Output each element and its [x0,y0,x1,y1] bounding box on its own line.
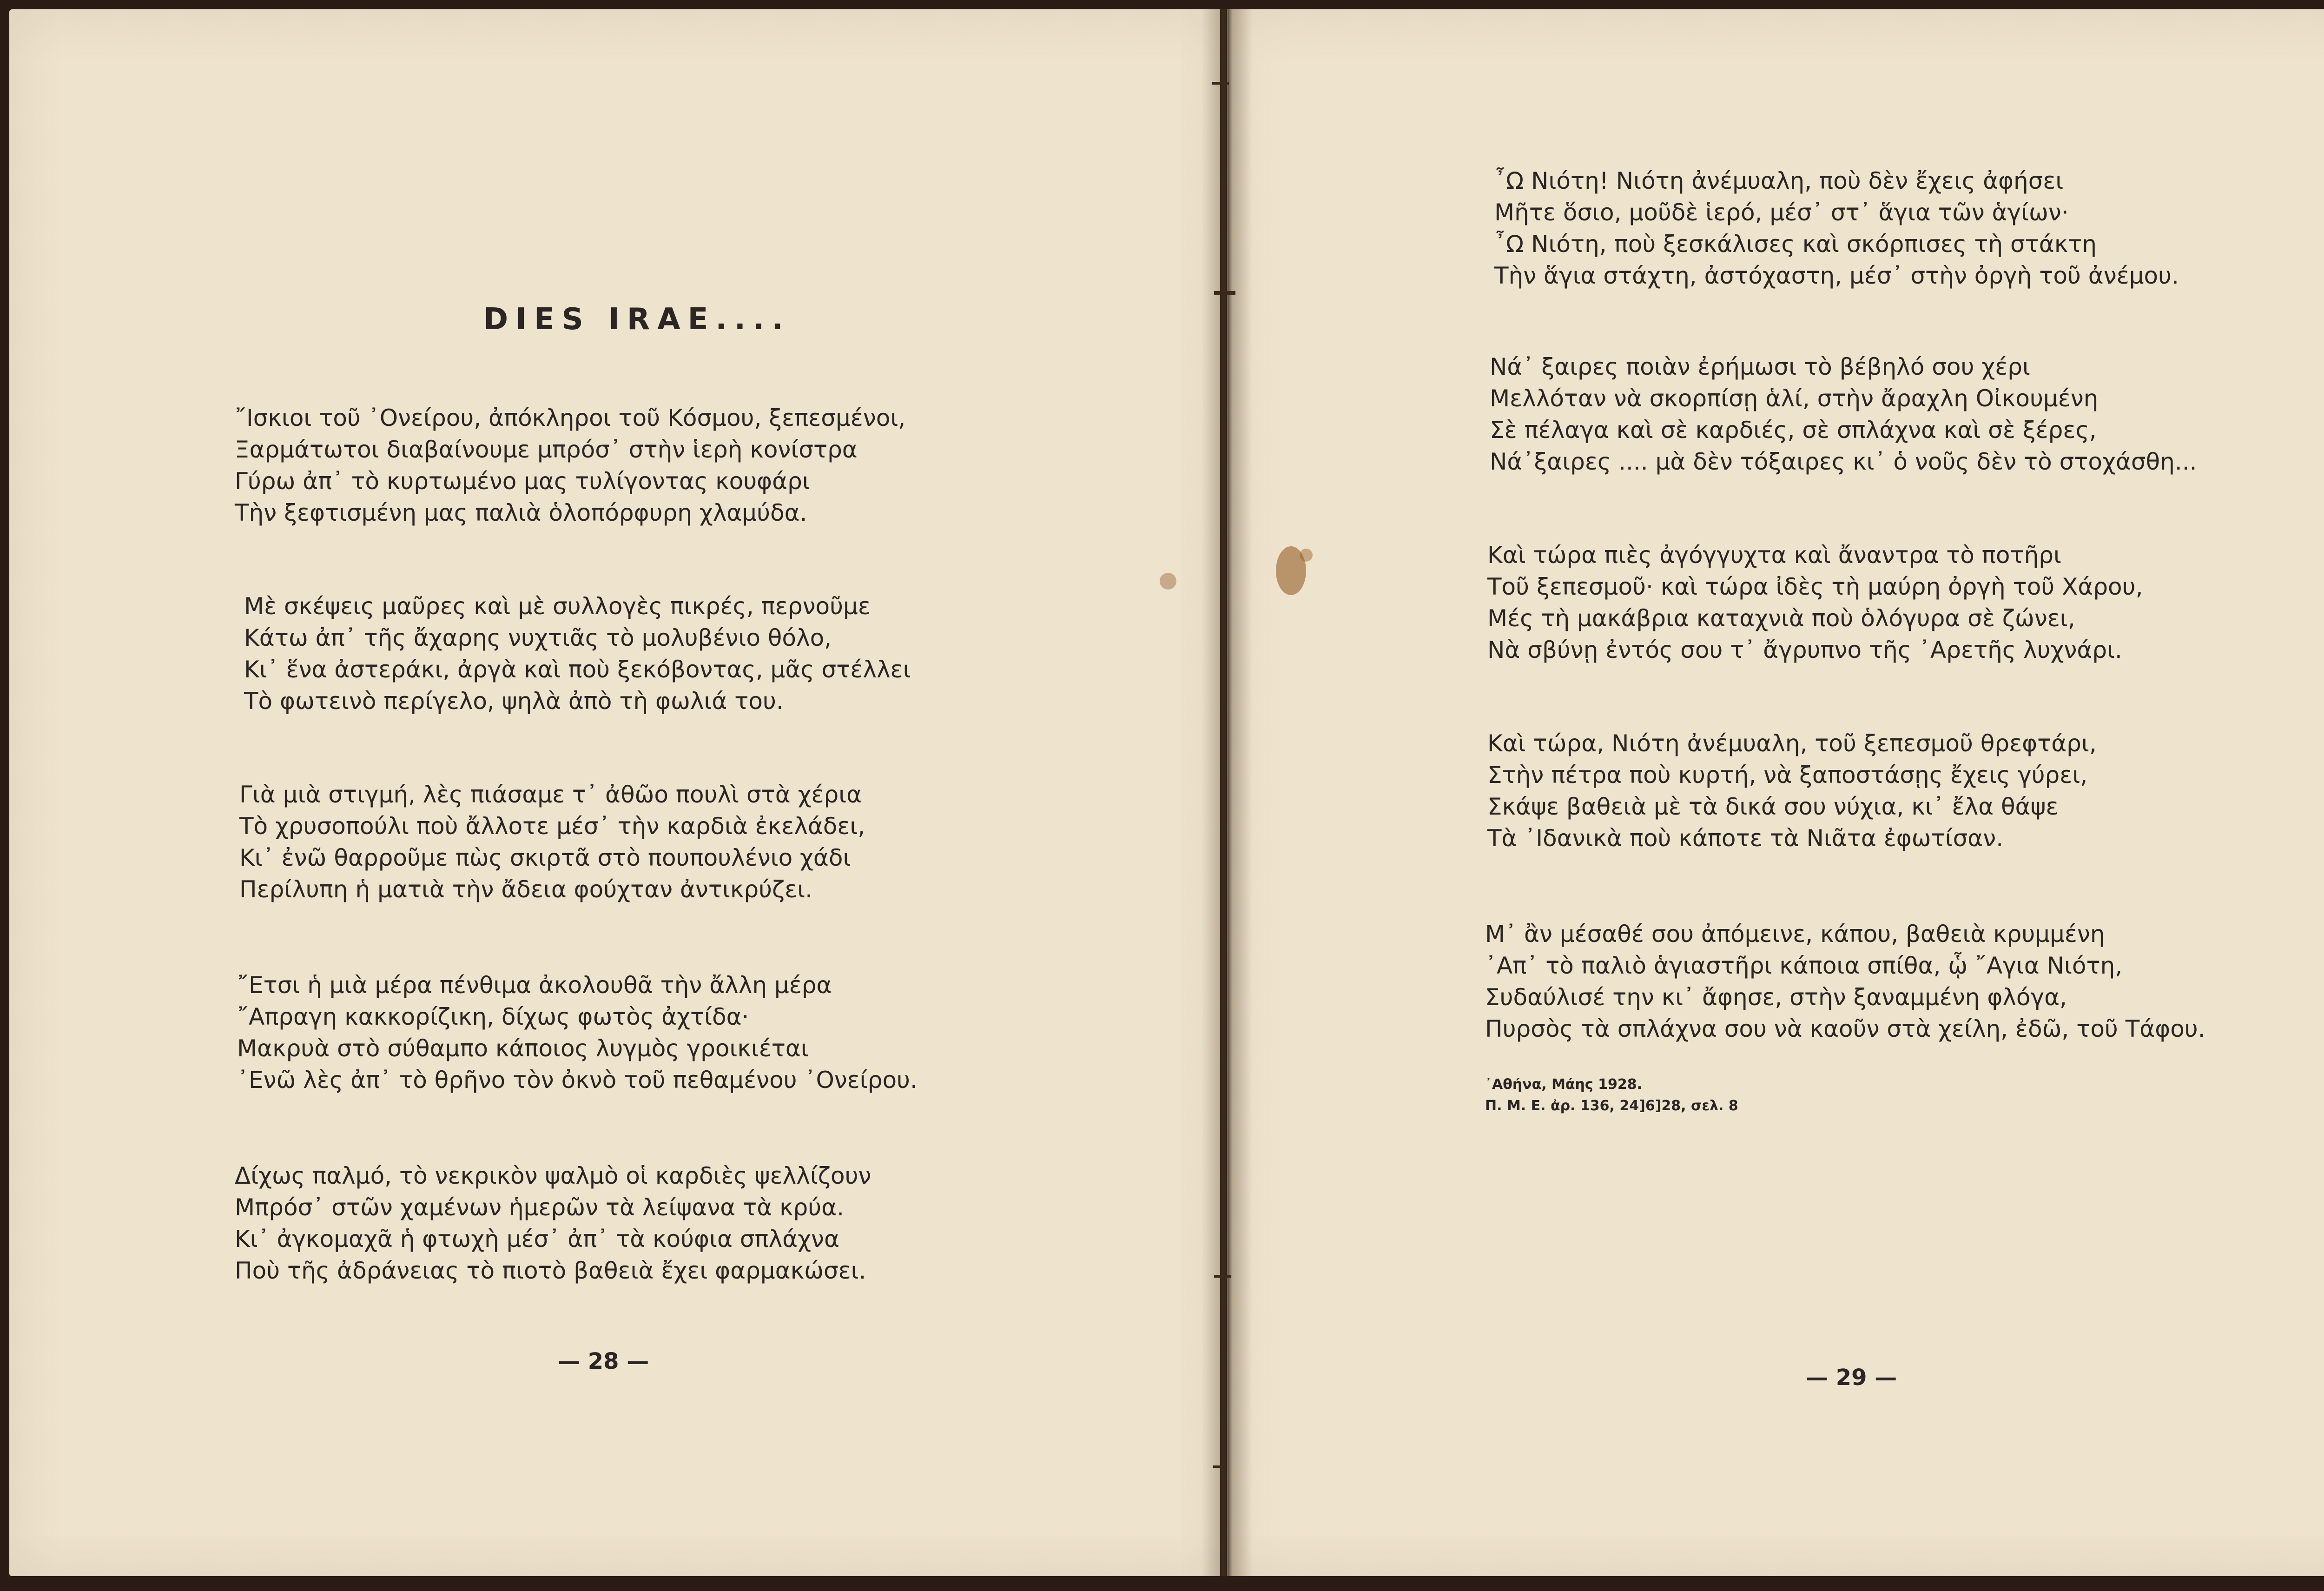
verse-line: Μὲ σκέψεις μαῦρες καὶ μὲ συλλογὲς πικρές, περνοῦμε [244,593,871,620]
verse-line: Μακρυὰ στὸ σύθαμπο κάποιος λυγμὸς γροικιέται [237,1035,809,1062]
binding-mark [1212,82,1229,85]
verse-line: Μῆτε ὅσιο, μοῦδὲ ἱερό, μέσ᾽ στ᾽ ἅγια τῶν ἁγίων· [1494,199,2069,226]
stanza [235,1160,871,1286]
binding-mark [1214,1275,1231,1278]
poem-title: DIES IRAE.... [483,302,791,337]
verse-line: Γύρω ἀπ᾽ τὸ κυρτωμένο μας τυλίγοντας κουφάρι [235,468,810,495]
verse-line: Νὰ σβύνῃ ἐντός σου τ᾽ ἄγρυπνο τῆς ᾽Αρετῆς λυχνάρι. [1487,636,2122,663]
stanza [1487,539,2143,666]
verse-line: ῏Ω Νιότη, ποὺ ξεσκάλισες καὶ σκόρπισες τὴ στάκτη [1494,231,2097,258]
stanza [237,969,918,1096]
stanza [244,590,911,717]
verse-line: ῏Ω Νιότη! Νιότη ἀνέμυαλη, ποὺ δὲν ἔχεις ἀφήσει [1494,167,2064,194]
stanza [1494,165,2179,292]
verse-line: ῎Απραγη κακκορίζικη, δίχως φωτὸς ἀχτίδα· [237,1003,749,1030]
verse-line: Νά᾽ξαιρες .... μὰ δὲν τόξαιρες κι᾽ ὁ νοῦς δὲν τὸ στοχάσθη... [1490,448,2197,475]
verse-line: Κι᾽ ἐνῶ θαρροῦμε πὼς σκιρτᾶ στὸ πουπουλένιο χάδι [239,844,851,871]
source-note [1485,1074,1738,1117]
verse-line: Συδαύλισέ την κι᾽ ἄφησε, στὴν ξαναμμένη φλόγα, [1485,984,2067,1011]
verse-line: Μ᾽ ἂν μέσαθέ σου ἀπόμεινε, κάπου, βαθειὰ κρυμμένη [1485,921,2105,948]
verse-line: ᾽Απ᾽ τὸ παλιὸ ἁγιαστῆρι κάποια σπίθα, ᾧ ῎Αγια Νιότη, [1485,952,2123,979]
verse-line: Ξαρμάτωτοι διαβαίνουμε μπρόσ᾽ στὴν ἱερὴ κονίστρα [235,436,858,463]
verse-line: Μελλόταν νὰ σκορπίσῃ ἁλί, στὴν ἄραχλη Οἰκουμένη [1490,385,2099,412]
verse-line: Τὴν ξεφτισμένη μας παλιὰ ὁλοπόρφυρη χλαμύδα. [235,499,807,526]
verse-line: Καὶ τώρα, Νιότη ἀνέμυαλη, τοῦ ξεπεσμοῦ θρεφτάρι, [1487,730,2097,757]
verse-line: ῎Ισκιοι τοῦ ᾽Ονείρου, ἀπόκληροι τοῦ Κόσμου, ξεπεσμένοι, [235,404,906,431]
verse-line: Γιὰ μιὰ στιγμή, λὲς πιάσαμε τ᾽ ἀθῶο πουλὶ στὰ χέρια [239,781,862,808]
verse-line: Τὴν ἅγια στάχτη, ἀστόχαστη, μέσ᾽ στὴν ὀργὴ τοῦ ἀνέμου. [1494,262,2179,289]
binding-mark [1214,291,1235,295]
verse-line: Τὰ ᾽Ιδανικὰ ποὺ κάποτε τὰ Νιᾶτα ἐφωτίσαν. [1487,825,2004,852]
verse-line: Στὴν πέτρα ποὺ κυρτή, νὰ ξαποστάσῃς ἔχεις γύρει, [1487,762,2088,789]
stanza [235,402,905,529]
verse-line: Τοῦ ξεπεσμοῦ· καὶ τώρα ἰδὲς τὴ μαύρη ὀργὴ τοῦ Χάρου, [1487,573,2143,600]
verse-line: ῎Ετσι ἡ μιὰ μέρα πένθιμα ἀκολουθᾶ τὴν ἄλλη μέρα [237,972,832,999]
verse-line: Νά᾽ ξαιρες ποιὰν ἐρήμωσι τὸ βέβηλό σου χέρι [1490,353,2030,380]
stanza [239,779,865,905]
verse-line: Ποὺ τῆς ἀδράνειας τὸ πιοτὸ βαθειὰ ἔχει φαρμακώσει. [235,1257,866,1284]
binding-mark [1213,1465,1224,1468]
verse-line: Καὶ τώρα πιὲς ἀγόγγυχτα καὶ ἄναντρα τὸ ποτῆρι [1487,542,2061,569]
verse-line: Τὸ χρυσοπούλι ποὺ ἄλλοτε μέσ᾽ τὴν καρδιὰ ἐκελάδει, [239,813,865,840]
verse-line: Μές τὴ μακάβρια καταχνιὰ ποὺ ὁλόγυρα σὲ ζώνει, [1487,605,2075,632]
page-number: — 28 — [558,1348,649,1374]
verse-line: Κάτω ἀπ᾽ τῆς ἄχαρης νυχτιᾶς τὸ μολυβένιο θόλο, [244,624,832,651]
verse-line: Κι᾽ ἀγκομαχᾶ ἡ φτωχὴ μέσ᾽ ἀπ᾽ τὰ κούφια σπλάχνα [235,1226,839,1253]
stanza [1490,351,2197,477]
stanza [1487,728,2097,854]
source-note-date: ᾽Αθήνα, Μάης 1928. [1485,1076,1643,1093]
stanza [1485,918,2205,1045]
verse-line: Περίλυπη ἡ ματιὰ τὴν ἄδεια φούχταν ἀντικρύζει. [239,876,813,903]
page-number: — 29 — [1806,1365,1897,1391]
book-gutter [1202,9,1253,1576]
verse-line: Κι᾽ ἕνα ἀστεράκι, ἀργὰ καὶ ποὺ ξεκόβοντας, μᾶς στέλλει [244,656,911,683]
verse-line: ᾽Ενῶ λὲς ἀπ᾽ τὸ θρῆνο τὸν ὀκνὸ τοῦ πεθαμένου ᾽Ονείρου. [237,1067,918,1094]
verse-line: Σκάψε βαθειὰ μὲ τὰ δικά σου νύχια, κι᾽ ἔλα θάψε [1487,793,2059,820]
ink-stain [1160,573,1176,590]
verse-line: Μπρόσ᾽ στῶν χαμένων ἡμερῶν τὰ λείψανα τὰ κρύα. [235,1194,845,1221]
verse-line: Τὸ φωτεινὸ περίγελο, ψηλὰ ἀπὸ τὴ φωλιά του. [244,688,784,715]
verse-line: Δίχως παλμό, τὸ νεκρικὸν ψαλμὸ οἱ καρδιὲς ψελλίζουν [235,1162,872,1189]
ink-stain [1300,549,1313,562]
source-note-reference: Π. Μ. Ε. ἀρ. 136, 24]6]28, σελ. 8 [1485,1098,1738,1114]
verse-line: Σὲ πέλαγα καὶ σὲ καρδιές, σὲ σπλάχνα καὶ σὲ ξέρες, [1490,417,2097,444]
verse-line: Πυρσὸς τὰ σπλάχνα σου νὰ καοῦν στὰ χείλη, ἐδῶ, τοῦ Τάφου. [1485,1015,2205,1042]
